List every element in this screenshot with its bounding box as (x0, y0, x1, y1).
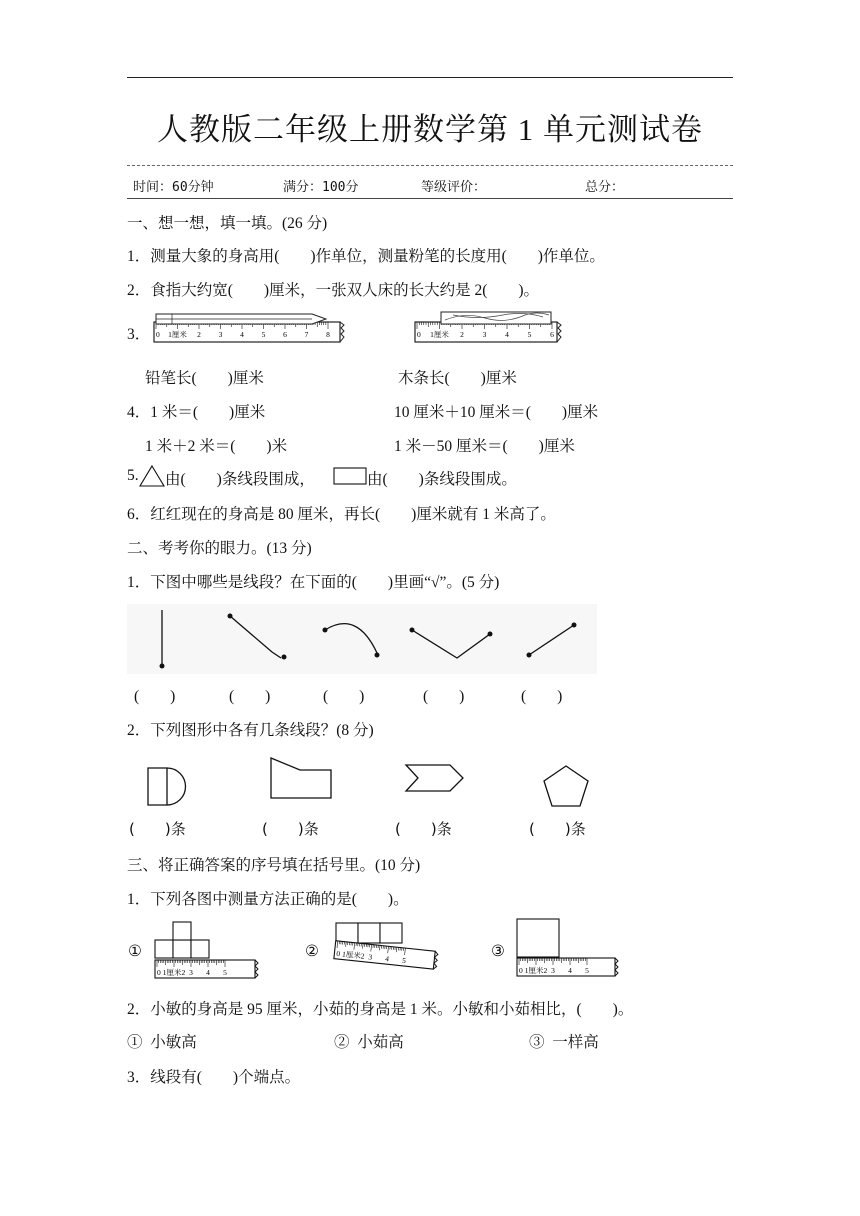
s3-q2-option-2[interactable]: ② 小茹高 (334, 1034, 404, 1051)
ruler-label: 4 (384, 954, 390, 964)
wood-length-text: 木条长( )厘米 (398, 370, 517, 387)
s3-question-1: 1．下列各图中测量方法正确的是( )。 (127, 891, 409, 908)
ruler-label: 5 (223, 968, 227, 977)
pencil-length-text: 铅笔长( )厘米 (145, 370, 264, 387)
ruler-label: 1厘米2 (341, 949, 365, 961)
segment-shapes (140, 750, 610, 810)
ruler-label: 6 (550, 330, 554, 339)
ruler-label: 1厘米2 (524, 966, 548, 975)
ruler-label: 3 (218, 330, 223, 339)
line-figures (127, 600, 597, 680)
ruler-label: 0 (519, 966, 523, 975)
section3-heading: 三、将正确答案的序号填在括号里。(10 分) (127, 857, 421, 874)
section2-heading: 二、考考你的眼力。(13 分) (127, 540, 312, 557)
shape-answer-1[interactable]: ( )条 (129, 820, 186, 838)
ruler-label: 8 (326, 330, 330, 339)
time-field: 时间：60分钟 (133, 180, 214, 195)
ruler-label: 4 (206, 968, 210, 977)
s2-question-2: 2．下列图形中各有几条线段？(8 分) (127, 722, 374, 739)
check-blank-2[interactable]: ( ) (229, 688, 271, 705)
ruler-label: 4 (240, 330, 244, 339)
full-score-field: 满分：100分 (283, 180, 359, 195)
header-bottom-rule (127, 198, 733, 199)
option-mark-2[interactable]: ② (305, 943, 319, 960)
s3-q2-option-3[interactable]: ③ 一样高 (529, 1034, 599, 1051)
s1-question-5-number: 5. (127, 467, 139, 484)
ruler-label: 1厘米2 (162, 968, 186, 977)
ruler-label: 1厘米 (430, 330, 449, 339)
s3-question-3: 3．线段有( )个端点。 (127, 1069, 301, 1086)
ruler-label: 0 (156, 330, 160, 339)
option-mark-3[interactable]: ③ (491, 943, 505, 960)
ruler-label: 5 (585, 966, 589, 975)
ruler-label: 6 (283, 330, 287, 339)
ruler-label: 4 (505, 330, 509, 339)
ruler-label: 3 (482, 330, 487, 339)
rectangle-icon (333, 467, 367, 485)
s1-question-2: 2．食指大约宽( )厘米，一张双人床的长大约是 2( )。 (127, 282, 540, 299)
pencil-ruler-figure (152, 310, 347, 346)
wood-ruler-figure (413, 310, 563, 346)
ruler-label: 0 (417, 330, 421, 339)
s1-question-5b: 由( )条线段围成。 (367, 471, 517, 488)
page-title: 人教版二年级上册数学第 1 单元测试卷 (157, 112, 703, 147)
ruler-label: 3 (367, 952, 373, 962)
ruler-label: 1厘米 (168, 330, 187, 339)
s3-question-2: 2．小敏的身高是 95 厘米，小茹的身高是 1 米。小敏和小茹相比，( )。 (127, 1001, 634, 1018)
measure-figure-2 (330, 920, 445, 980)
shape-answer-2[interactable]: ( )条 (262, 820, 319, 838)
grade-field: 等级评价： (421, 180, 487, 195)
s3-q2-option-1[interactable]: ① 小敏高 (127, 1034, 197, 1051)
ruler-label: 0 (335, 948, 341, 959)
total-score-field: 总分： (585, 180, 625, 195)
s1-question-4a: 4．1 米＝( )厘米 (127, 404, 266, 421)
s1-question-5a: 由( )条线段围成， (165, 471, 315, 488)
option-mark-1[interactable]: ① (128, 943, 142, 960)
section1-heading: 一、想一想，填一填。(26 分) (127, 215, 328, 232)
shape-answer-4[interactable]: ( )条 (529, 820, 586, 838)
top-rule (127, 77, 733, 78)
ruler-label: 5 (261, 330, 266, 339)
s1-question-3-number: 3． (127, 326, 151, 343)
check-blank-5[interactable]: ( ) (521, 688, 563, 705)
check-blank-3[interactable]: ( ) (323, 688, 365, 705)
s1-question-4d: 1 米－50 厘米＝( )厘米 (394, 438, 575, 455)
s1-question-4c: 1 米＋2 米＝( )米 (145, 438, 288, 455)
ruler-label: 7 (304, 330, 309, 339)
triangle-icon (139, 465, 165, 487)
dashed-rule (127, 165, 733, 166)
s1-question-6: 6．红红现在的身高是 80 厘米，再长( )厘米就有 1 米高了。 (127, 506, 556, 523)
shape-answer-3[interactable]: ( )条 (395, 820, 452, 838)
check-blank-4[interactable]: ( ) (423, 688, 465, 705)
ruler-label: 3 (189, 968, 193, 977)
s1-question-4b: 10 厘米＋10 厘米＝( )厘米 (394, 404, 599, 421)
ruler-label: 2 (197, 330, 201, 339)
s1-question-1: 1．测量大象的身高用( )作单位，测量粉笔的长度用( )作单位。 (127, 248, 605, 265)
ruler-label: 5 (401, 955, 407, 966)
check-blank-1[interactable]: ( ) (134, 688, 176, 705)
measure-figure-3 (512, 916, 622, 980)
ruler-label: 4 (568, 966, 572, 975)
s2-question-1: 1．下图中哪些是线段？在下面的( )里画“√”。(5 分) (127, 574, 500, 591)
ruler-label: 0 (157, 968, 161, 977)
ruler-label: 5 (527, 330, 532, 339)
measure-figure-1 (150, 920, 260, 980)
ruler-label: 3 (551, 966, 555, 975)
ruler-label: 2 (460, 330, 464, 339)
